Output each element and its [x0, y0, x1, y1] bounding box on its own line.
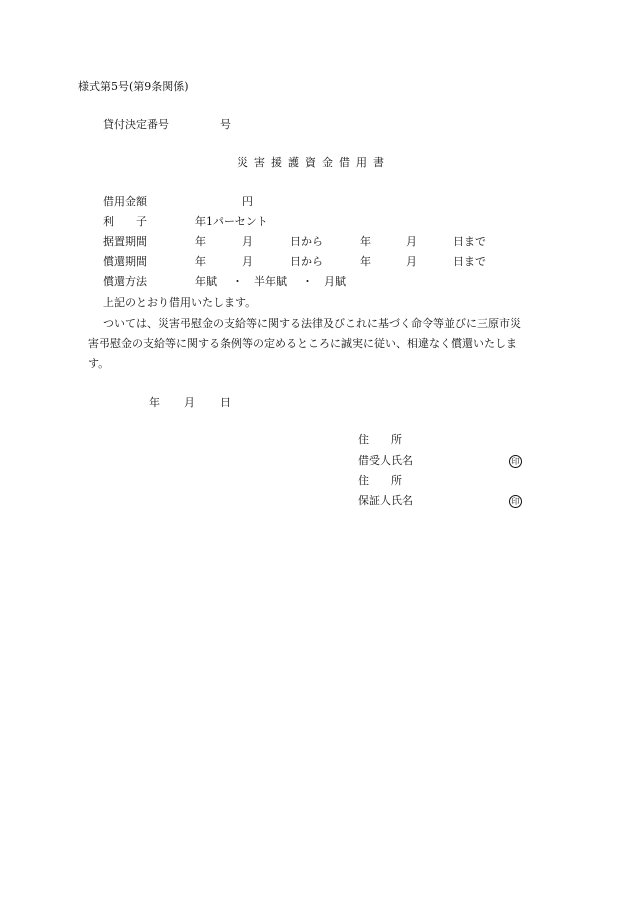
repayment-period-label: 償還期間: [103, 255, 147, 268]
guarantor-name-label: 保証人氏名: [358, 494, 413, 507]
amount-unit: 円: [242, 195, 253, 208]
deferral-year-start: 年: [195, 235, 206, 248]
interest-value: 年1パーセント: [195, 215, 268, 228]
repayment-month-end: 月: [406, 255, 417, 268]
method-semiannual: 半年賦: [254, 275, 287, 288]
guarantor-address-label: 住 所: [358, 474, 402, 487]
repayment-day-end: 日まで: [453, 255, 486, 268]
date-month: 月: [184, 396, 195, 409]
deferral-month-start: 月: [242, 235, 253, 248]
repayment-day-start: 日から: [290, 255, 323, 268]
method-annual: 年賦: [195, 275, 217, 288]
decision-number-suffix: 号: [220, 118, 231, 131]
deferral-year-end: 年: [360, 235, 371, 248]
body-line-1: 上記のとおり借用いたします。: [103, 296, 257, 309]
body-line-3: 害弔慰金の支給等に関する条例等の定めるところに誠実に従い、相違なく償還いたしま: [88, 337, 517, 350]
deferral-day-end: 日まで: [453, 235, 486, 248]
form-label: 様式第5号(第9条関係): [78, 80, 189, 93]
decision-number-label: 貸付決定番号: [103, 118, 169, 131]
date-year: 年: [149, 396, 160, 409]
interest-label: 利 子: [103, 215, 147, 228]
amount-label: 借用金額: [103, 195, 147, 208]
repayment-method-label: 償還方法: [103, 275, 147, 288]
repayment-year-start: 年: [195, 255, 206, 268]
borrower-address-label: 住 所: [358, 433, 402, 446]
deferral-month-end: 月: [406, 235, 417, 248]
borrower-seal-icon: 印: [509, 455, 522, 468]
method-separator-2: ・: [302, 275, 313, 288]
repayment-year-end: 年: [360, 255, 371, 268]
date-day: 日: [220, 396, 231, 409]
deferral-day-start: 日から: [290, 235, 323, 248]
borrower-name-label: 借受人氏名: [358, 454, 413, 467]
body-line-2: ついては、災害弔慰金の支給等に関する法律及びこれに基づく命令等並びに三原市災: [103, 317, 521, 330]
document-title: 災害援護資金借用書: [237, 156, 390, 169]
repayment-month-start: 月: [242, 255, 253, 268]
deferral-label: 据置期間: [103, 235, 147, 248]
guarantor-seal-icon: 印: [509, 495, 522, 508]
method-separator-1: ・: [232, 275, 243, 288]
body-line-4: す。: [88, 357, 110, 370]
method-monthly: 月賦: [324, 275, 346, 288]
